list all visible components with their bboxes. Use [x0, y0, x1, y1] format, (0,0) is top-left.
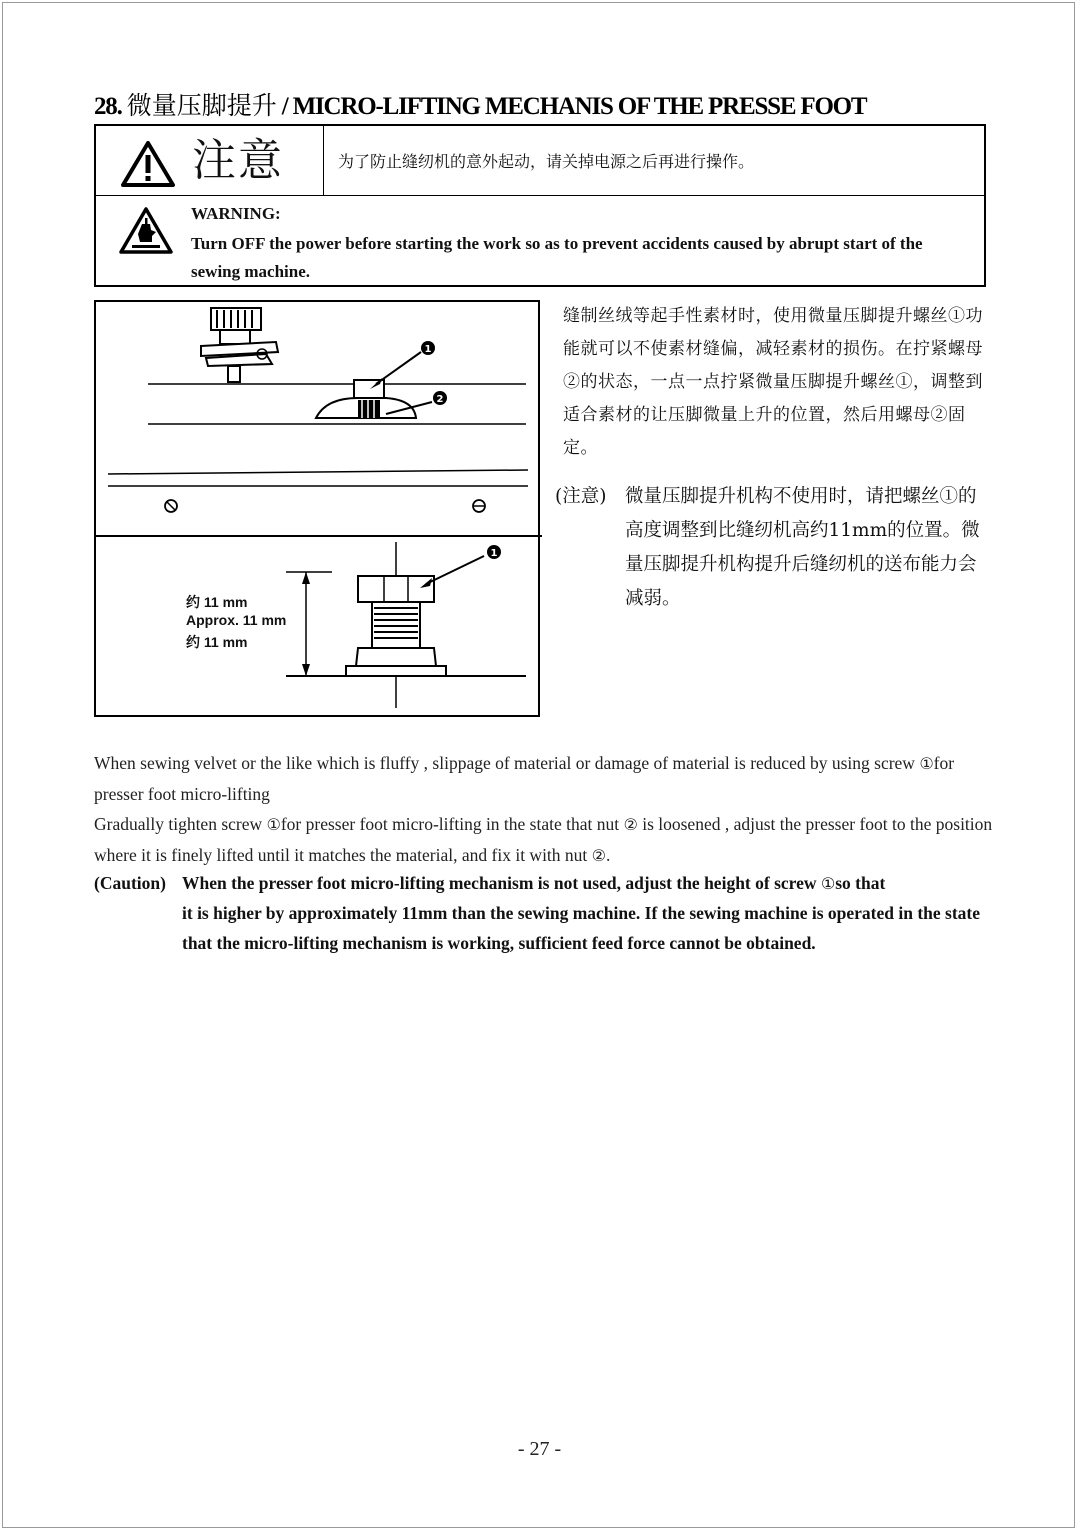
circled-1: ①	[820, 874, 836, 893]
circled-2: ②	[591, 846, 606, 865]
en-p2-part-d: .	[606, 845, 611, 865]
section-number: 28.	[94, 93, 122, 120]
callout-1-upper: 1	[424, 344, 432, 355]
hand-hazard-icon	[118, 206, 174, 256]
en-p1-part-a: When sewing velvet or the like which is fluffy , slippage of material or damage of material is reduced by using screw	[94, 753, 920, 773]
callout-1-lower: 1	[490, 548, 498, 559]
circled-1: ①	[266, 815, 281, 834]
zh-note-text: 微量压脚提升机构不使用时，请把螺丝①的高度调整到比缝纫机高约11mm的位置。微量压脚提升机构提升后缝纫机的送布能力会减弱。	[625, 486, 980, 609]
measure-label-zh-2: 约 11 mm	[186, 634, 248, 650]
upper-view	[108, 308, 528, 512]
page-number: - 27 -	[517, 1438, 562, 1460]
callout-2-upper: 2	[436, 394, 444, 405]
title-separator: /	[281, 93, 288, 120]
lower-view	[286, 542, 526, 708]
section-title-zh: 微量压脚提升	[126, 93, 277, 120]
warning-triangle-icon	[120, 140, 176, 188]
diagram-box	[94, 300, 540, 717]
en-p2-part-a: Gradually tighten screw	[94, 814, 267, 834]
caution-line-1	[182, 868, 885, 899]
warning-box	[94, 124, 986, 287]
en-p2-part-b: for presser foot micro-lifting in the state that nut	[280, 814, 624, 834]
en-p2-part-c: is loosened , adjust the presser foot to the position where it is finely lifted until it matches the material, and fix it with nut	[94, 814, 993, 865]
warning-en-text: Turn OFF the power before starting the work so as to prevent accidents caused by abrupt start of the sewing machine.	[191, 234, 923, 281]
presser-foot-diagram	[96, 302, 542, 719]
en-instructions	[94, 748, 994, 871]
circled-2: ②	[623, 815, 638, 834]
warning-en-heading: WARNING:	[191, 204, 281, 223]
caution-line-1-part-b: so that	[835, 873, 886, 893]
section-title	[94, 86, 994, 122]
en-paragraph-1	[94, 748, 994, 809]
circled-1: ①	[919, 754, 934, 773]
warning-zh-heading-cell	[96, 126, 324, 195]
caution-line-1-part-a: When the presser foot micro-lifting mechanism is not used, adjust the height of screw	[182, 873, 821, 893]
zh-note-label: (注意)	[555, 486, 607, 507]
caution-label: (Caution)	[94, 873, 166, 893]
section-title-en: MICRO-LIFTING MECHANIS OF THE PRESSE FOOT	[292, 93, 867, 120]
caution-rest: it is higher by approximately 11mm than the sewing machine. If the sewing machine is operated in the state that the micro-lifting mechanism is working, sufficient feed force cannot be obtained.	[182, 903, 981, 953]
en-p1-part-b: for presser foot micro-lifting	[94, 753, 955, 804]
measure-label-zh-1: 约 11 mm	[186, 594, 248, 610]
warning-zh-heading: 注意	[192, 135, 284, 186]
warning-zh-text: 为了防止缝纫机的意外起动，请关掉电源之后再进行操作。	[338, 152, 755, 171]
warning-zh-row	[96, 126, 984, 196]
en-paragraph-2	[94, 809, 994, 871]
measure-label-en: Approx. 11 mm	[186, 612, 287, 628]
zh-instructions: 缝制丝绒等起手性素材时，使用微量压脚提升螺丝①功能就可以不使素材缝偏，减轻素材的损伤。在拧紧螺母②的状态，一点一点拧紧微量压脚提升螺丝①，调整到适合素材的让压脚微量上升的位置，然后用螺母②固定。	[563, 306, 983, 458]
